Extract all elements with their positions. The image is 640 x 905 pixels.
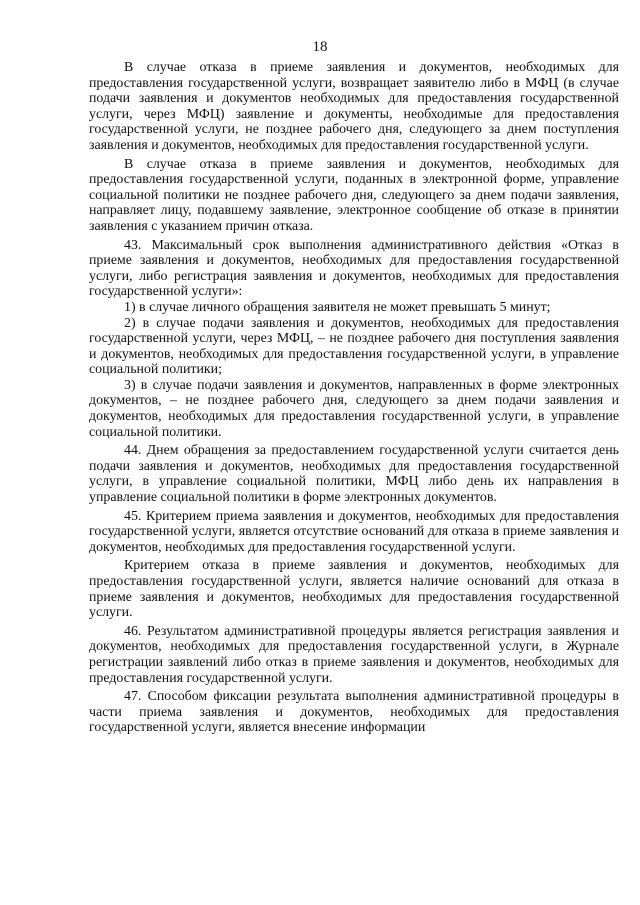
- list-item-3: 3) в случае подачи заявления и документов, направленных в форме электронных документов, – не позднее рабочего дня, следующего за днем подачи заявления и документов, необходимых для предоставления государственной услуги, в управление социальной политики.: [89, 377, 619, 440]
- paragraph-44: 44. Днем обращения за предоставлением государственной услуги считается день подачи заявления и документов, необходимых для предоставления государственной услуги, в управление социальной политики, МФЦ либо день их направления в управление социальной политики в форме электронных документов.: [89, 443, 619, 506]
- body-text: [89, 60, 619, 736]
- paragraph-47: 47. Способом фиксации результата выполнения административной процедуры в части приема заявления и документов, необходимых для предоставления государственной услуги, является внесение информации: [89, 689, 619, 736]
- list-item-1: 1) в случае личного обращения заявителя не может превышать 5 минут;: [124, 299, 551, 315]
- paragraph-refusal-return: В случае отказа в приеме заявления и документов, необходимых для предоставления государственной услуги, возвращает заявителю либо в МФЦ (в случае подачи заявления и документов необходимых для предоставления государственной услуги, через МФЦ) заявление и документы, необходимые для предоставления государственной услуги, не позднее рабочего дня, следующего за днем поступления заявления и документов, необходимых для предоставления государственной услуги.: [89, 60, 619, 153]
- paragraph-43: 43. Максимальный срок выполнения административного действия «Отказ в приеме заявления и документов, необходимых для предоставления государственной услуги, либо регистрация заявления и документов, необходимых для предоставления государственной услуги»:: [89, 237, 619, 300]
- page-number: 18: [312, 39, 328, 55]
- paragraph-46: 46. Результатом административной процедуры является регистрация заявления и документов, необходимых для предоставления государственной услуги, в Журнале регистрации заявлений либо отказ в приеме заявления и документов, необходимых для предоставления государственной услуги.: [89, 623, 619, 686]
- paragraph-45-refusal: Критерием отказа в приеме заявления и документов, необходимых для предоставления государственной услуги, является наличие оснований для отказа в приеме заявления и документов, необходимых для предоставления государственной услуги.: [89, 558, 619, 621]
- paragraph-refusal-electronic: В случае отказа в приеме заявления и документов, необходимых для предоставления государственной услуги, поданных в электронной форме, управление социальной политики не позднее рабочего дня, следующего за днем подачи заявления, направляет лицу, подавшему заявление, электронное сообщение об отказе в принятии заявления с указанием причин отказа.: [89, 156, 619, 234]
- list-item-2: 2) в случае подачи заявления и документов, необходимых для предоставления государственной услуги, через МФЦ, – не позднее рабочего дня поступления заявления и документов, необходимых для предоставления государственной услуги, в управление социальной политики;: [89, 315, 619, 378]
- paragraph-45: 45. Критерием приема заявления и документов, необходимых для предоставления государственной услуги, является отсутствие оснований для отказа в приеме заявления и документов, необходимых для предоставления государственной услуги.: [89, 508, 619, 555]
